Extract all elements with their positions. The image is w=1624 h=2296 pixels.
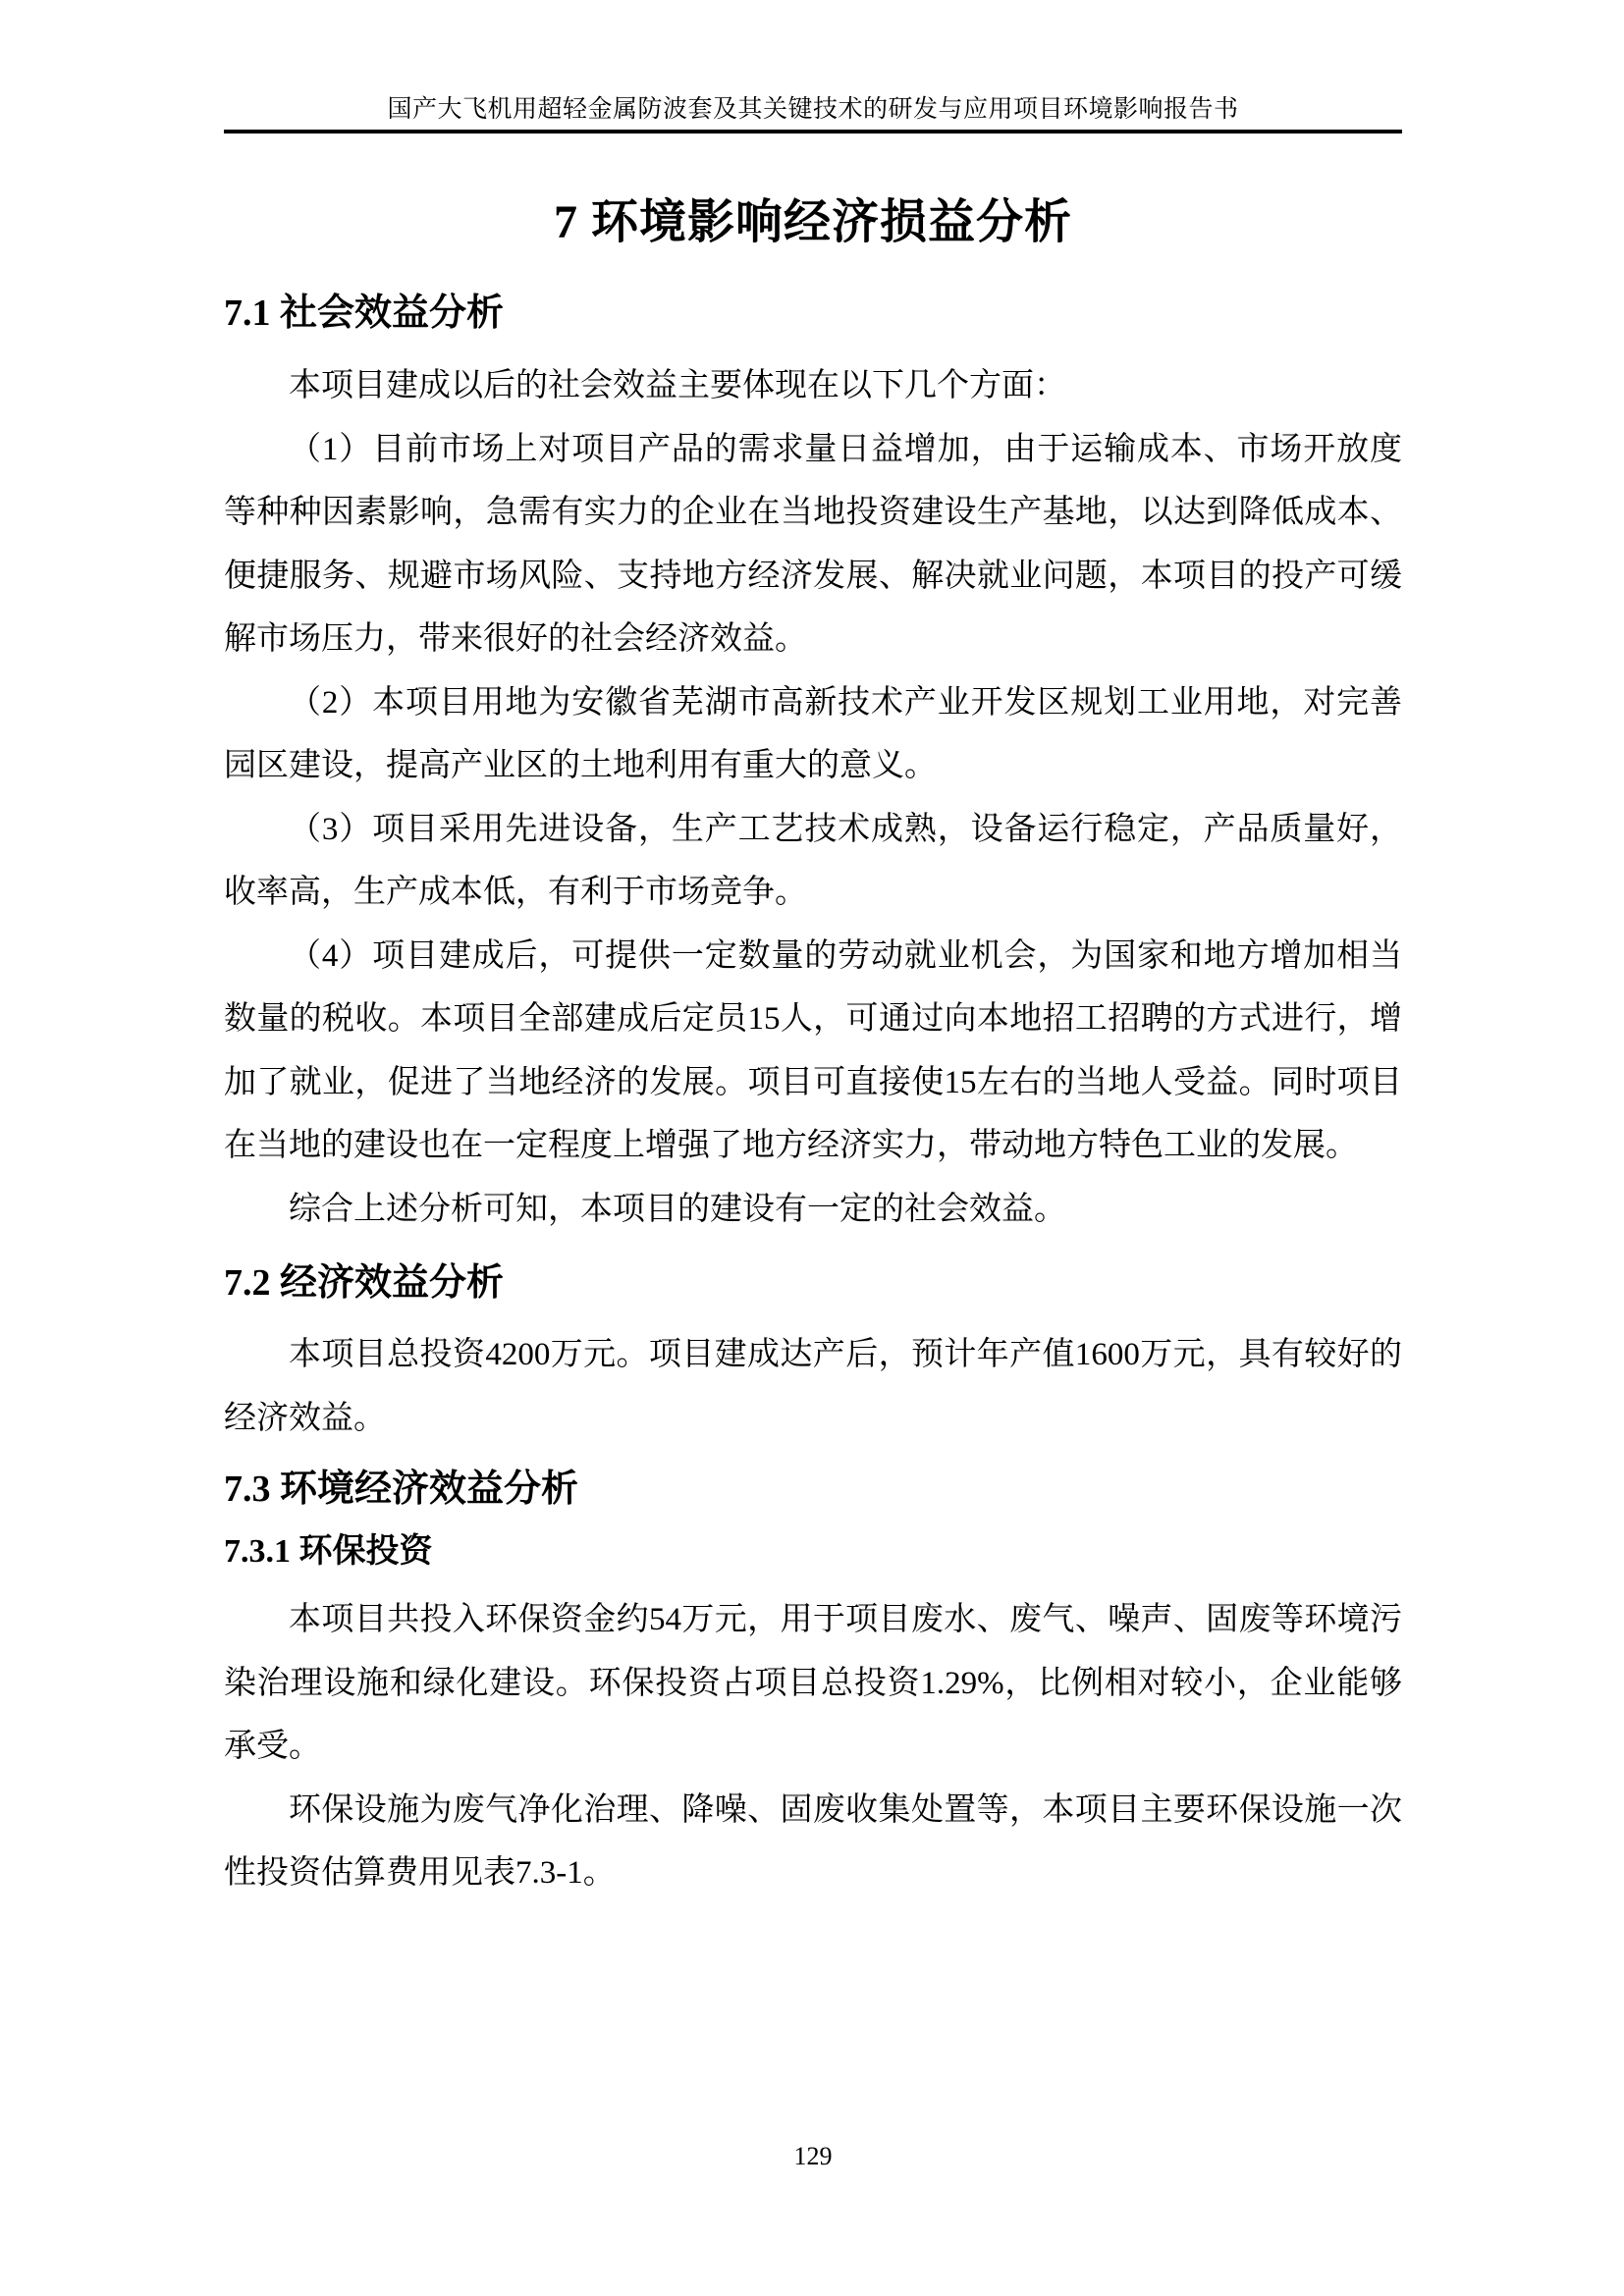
paragraph-social-benefit-intro: 本项目建成以后的社会效益主要体现在以下几个方面： xyxy=(289,368,1066,403)
paragraph-social-benefit-1: （1）目前市场上对项目产品的需求量日益增加，由于运输成本、市场开放度等种种因素影响，急需有实力的企业在当地投资建设生产基地，以达到降低成本、便捷服务、规避市场风险、支持地方经济发展、解决就业问题，本项目的投产可缓解市场压力，带来很好的社会经济效益。 xyxy=(224,431,1402,657)
chapter-title: 7 环境影响经济损益分析 xyxy=(553,196,1072,248)
paragraph-social-benefit-summary: 综合上述分析可知，本项目的建设有一定的社会效益。 xyxy=(289,1191,1066,1227)
document-header-title: 国产大飞机用超轻金属防波套及其关键技术的研发与应用项目环境影响报告书 xyxy=(387,96,1239,123)
page-number: 129 xyxy=(793,2142,833,2170)
subsection-7-3-1-heading: 7.3.1 环保投资 xyxy=(224,1533,433,1570)
paragraph-env-facilities: 环保设施为废气净化治理、降噪、固废收集处置等，本项目主要环保设施一次性投资估算费用见表7.3-1。 xyxy=(224,1791,1402,1891)
section-7-3-heading: 7.3 环境经济效益分析 xyxy=(224,1468,579,1510)
document-header xyxy=(224,95,1402,133)
paragraph-social-benefit-3: （3）项目采用先进设备，生产工艺技术成熟，设备运行稳定，产品质量好，收率高，生产成本低，有利于市场竞争。 xyxy=(224,811,1402,910)
section-7-2-heading: 7.2 经济效益分析 xyxy=(224,1262,505,1304)
section-7-1-heading: 7.1 社会效益分析 xyxy=(224,293,505,334)
paragraph-social-benefit-4: （4）项目建成后，可提供一定数量的劳动就业机会，为国家和地方增加相当数量的税收。本项目全部建成后定员15人，可通过向本地招工招聘的方式进行，增加了就业，促进了当地经济的发展。项目可直接使15左右的当地人受益。同时项目在当地的建设也在一定程度上增强了地方经济实力，带动地方特色工业的发展。 xyxy=(224,937,1402,1163)
document-content xyxy=(224,0,1402,1905)
paragraph-env-investment: 本项目共投入环保资金约54万元，用于项目废水、废气、噪声、固废等环境污染治理设施和绿化建设。环保投资占项目总投资1.29%，比例相对较小，企业能够承受。 xyxy=(224,1602,1402,1764)
page-footer xyxy=(224,2142,1402,2171)
paragraph-social-benefit-2: （2）本项目用地为安徽省芜湖市高新技术产业开发区规划工业用地，对完善园区建设，提高产业区的土地利用有重大的意义。 xyxy=(224,684,1402,783)
paragraph-economic-benefit: 本项目总投资4200万元。项目建成达产后，预计年产值1600万元，具有较好的经济效益。 xyxy=(224,1337,1402,1436)
